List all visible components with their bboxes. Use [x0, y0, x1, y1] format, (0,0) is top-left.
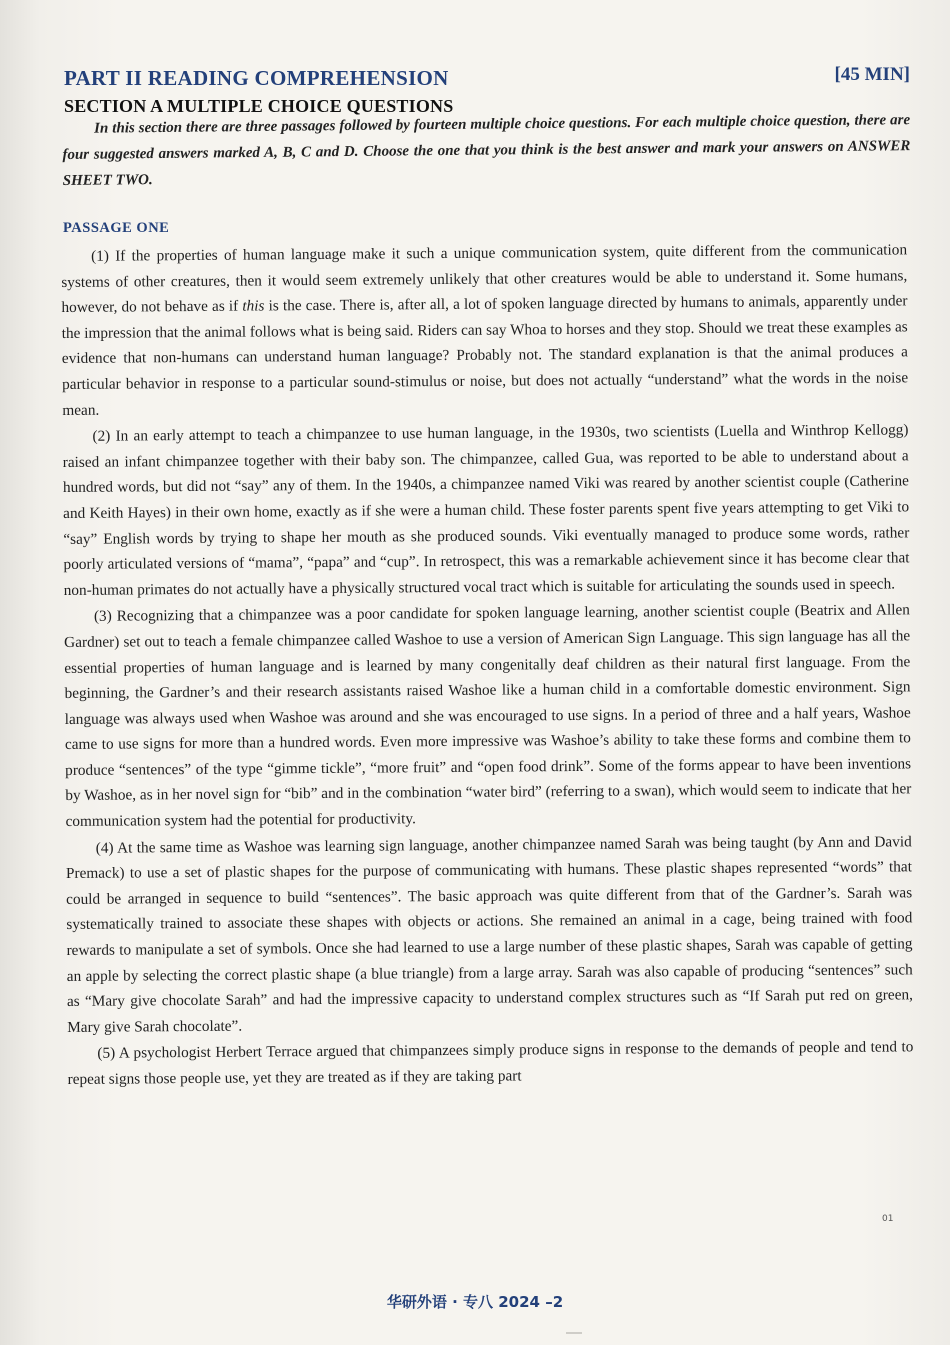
section-instructions: In this section there are three passages followed by fourteen multiple choice questions. For each multiple choice question, there are four suggested answers marked A, B, C and D. Choose the one that you think is the best answer and mark your answers on ANSWER SHEET TWO.: [62, 112, 911, 189]
page-footer: 华研外语 · 专八 2024 –2: [386, 1293, 564, 1311]
passage-label: PASSAGE ONE: [63, 220, 170, 236]
margin-mark: 01: [882, 1214, 894, 1224]
passage-body: [61, 237, 914, 1093]
paragraph-3: (3) Recognizing that a chimpanzee was a poor candidate for spoken language learning, another scientist couple (Beatrix and Allen Gardner) set out to teach a female chimpanzee called Washoe to use a version of American Sign Language. This sign language has all the essential properties of human language and is learned by many congenitally deaf children as their natural first language. From the beginning, the Gardner’s and their research assistants raised Washoe like a human child in a comfortable domestic environment. Sign language was always used when Washoe was around and she was encouraged to use signs. In a period of three and a half years, Washoe came to use signs for more than a hundred words. Even more impressive was Washoe’s ability to take these forms and combine them to produce “sentences” of the type “gimme tickle”, “more fruit” and “open food drink”. Some of the forms appear to have been inventions by Washoe, as in her novel sign for “bib” and in the combination “water bird” (referring to a swan), which would seem to indicate that her communication system had the potential for productivity.: [64, 601, 912, 831]
paragraph-4: (4) At the same time as Washoe was learning sign language, another chimpanzee named Sarah was being taught (by Ann and David Premack) to use a set of plastic shapes for the purpose of communicating with humans. These plastic shapes represented “words” that could be arranged in sequence to build “sentences”. The basic approach was quite different from that of the Gardner’s. Sarah was systematically trained to associate these shapes with objects or actions. She remained an animal in a cage, being trained with food rewards to manipulate a set of symbols. Once she had learned to use a large number of these plastic shapes, Sarah was capable of getting an apple by selecting the correct plastic shape (a blue triangle) from a large array. Sarah was also capable of producing “sentences” such as “Mary give chocolate Sarah” and had the impressive capacity to understand complex structures such as “If Sarah put red on green, Mary give Sarah chocolate”.: [65, 832, 913, 1036]
time-label: [45 MIN]: [834, 64, 910, 85]
emphasis-this: this: [242, 297, 265, 315]
paragraph-1: (1) If the properties of human language make it such a unique communication system, quite different from the communication systems of other creatures, then it would seem extremely unlikely that other creatures would be able to understand it. Some humans, however, do not behave as if this is the case. There is, after all, a lot of spoken language directed by humans to animals, apparently under the impression that the animal follows what is being said. Riders can say Whoa to horses and they stop. Should we treat these examples as evidence that non-humans can understand human language? Probably not. The standard explanation is that the animal produces a particular behavior in response to a particular sound-stimulus or noise, but does not actually “understand” what the words in the noise mean.: [61, 241, 909, 419]
section-title: SECTION A MULTIPLE CHOICE QUESTIONS: [64, 96, 454, 116]
paragraph-2: (2) In an early attempt to teach a chimpanzee to use human language, in the 1930s, two scientists (Luella and Winthrop Kellogg) raised an infant chimpanzee together with their baby son. The chimpanzee, called Gua, was reported to be able to understand about a hundred words, but did not “say” any of them. In the 1940s, a chimpanzee named Viki was reared by another scientist couple (Catherine and Keith Hayes) in their own home, exactly as if she were a human child. These foster parents spent five years attempting to get Viki to “say” English words by trying to shape her mouth as she produced sounds. Viki eventually managed to produce some words, rather poorly articulated versions of “mama”, “papa” and “cup”. In retrospect, this was a remarkable achievement since it has become clear that non-human primates do not actually have a physically structured vocal tract which is suitable for articulating the sounds used in speech.: [62, 421, 910, 599]
paragraph-5: (5) A psychologist Herbert Terrace argued that chimpanzees simply produce signs in response to the demands of people and tend to repeat signs those people use, yet they are treated as if they are taking part: [67, 1038, 914, 1088]
part-title: PART II READING COMPREHENSION: [64, 66, 449, 90]
scan-smudge: [566, 1332, 582, 1334]
page-header: [64, 64, 910, 98]
